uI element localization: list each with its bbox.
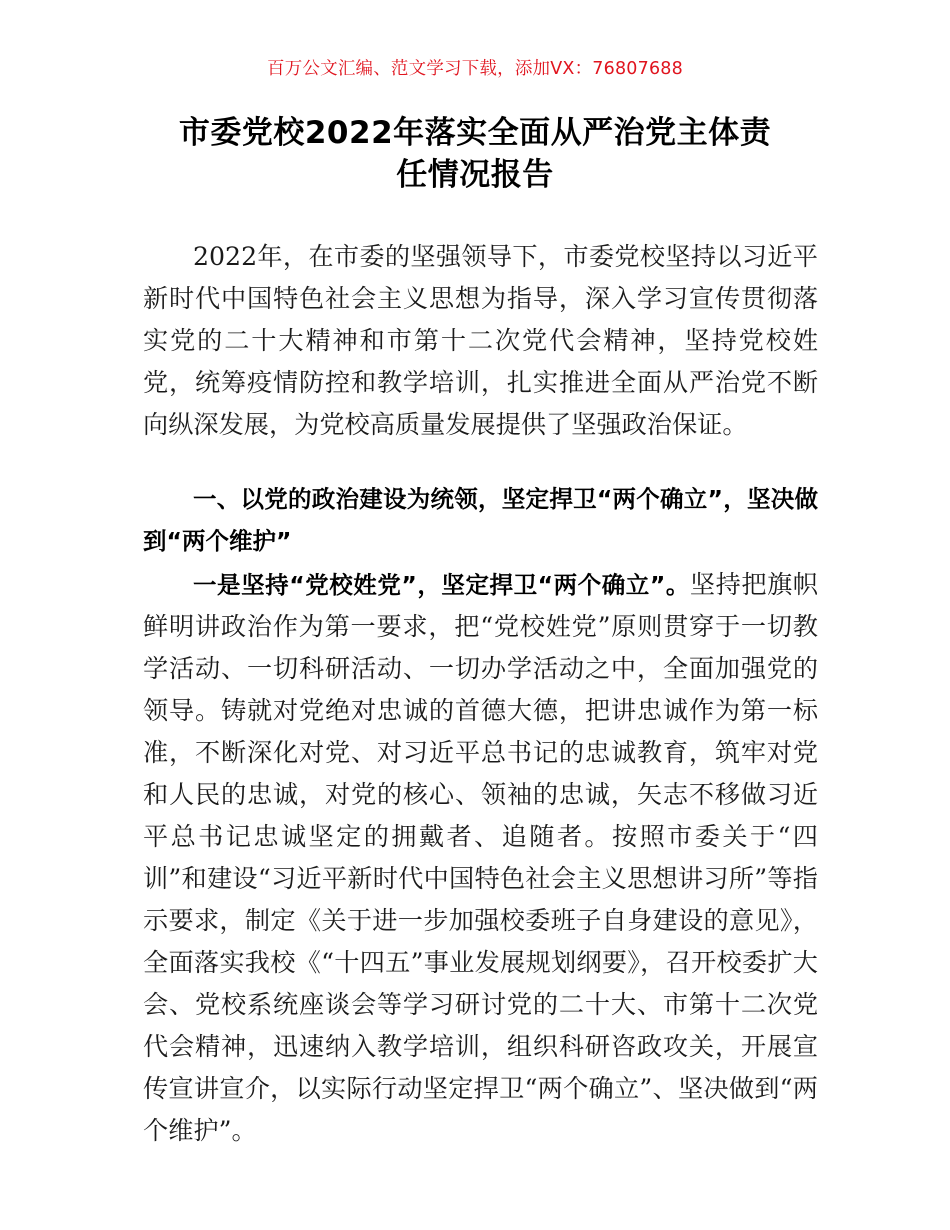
point-1-body: 坚持把旗帜鲜明讲政治作为第一要求，把“党校姓党”原则贯穿于一切教学活动、一切科研活动、一切办学活动之中，全面加强党的领导。铸就对党绝对忠诚的首德大德，把讲忠诚作为第一标准，不断深化对党、对习近平总书记的忠诚教育，筑牢对党和人民的忠诚，对党的核心、领袖的忠诚，矢志不移做习近平总书记忠诚坚定的拥戴者、追随者。按照市委关于“四训”和建设“习近平新时代中国特色社会主义思想讲习所”等指示要求，制定《关于进一步加强校委班子自身建设的意见》，全面落实我校《“十四五”事业发展规划纲要》，召开校委扩大会、党校系统座谈会等学习研讨党的二十大、市第十二次党代会精神，迅速纳入教学培训，组织科研咨政攻关，开展宣传宣讲宣介，以实际行动坚定捍卫“两个确立”、坚决做到“两个维护”。: [143, 570, 819, 1145]
title-line-1: 市委党校2022年落实全面从严治党主体责: [178, 115, 772, 151]
point-1-paragraph: [143, 564, 818, 1152]
intro-paragraph: 2022年，在市委的坚强领导下，市委党校坚持以习近平新时代中国特色社会主义思想为指导，深入学习宣传贯彻落实党的二十大精神和市第十二次党代会精神，坚持党校姓党，统筹疫情防控和教学培训，扎实推进全面从严治党不断向纵深发展，为党校高质量发展提供了坚强政治保证。: [143, 242, 818, 439]
title-line-2: 任情况报告: [396, 157, 554, 193]
watermark-banner: 百万公文汇编、范文学习下载，添加VX：76807688: [267, 59, 683, 79]
section-heading-1: 一、以党的政治建设为统领，坚定捍卫“两个确立”，坚决做到“两个维护”: [143, 485, 818, 555]
point-1-lead: 一是坚持“党校姓党”，坚定捍卫“两个确立”。: [193, 571, 690, 599]
document-title: [120, 112, 830, 196]
